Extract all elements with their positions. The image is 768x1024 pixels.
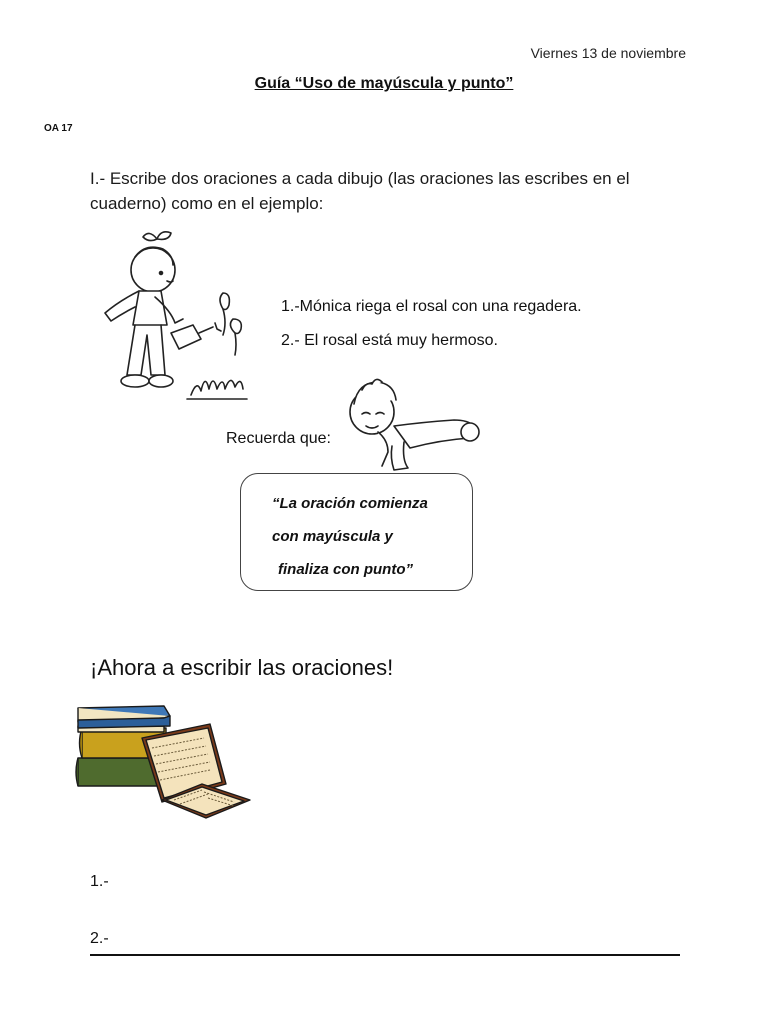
- answer-2-writing-line[interactable]: [90, 954, 680, 956]
- answer-1-label: 1.-: [90, 873, 109, 890]
- rule-line-3: finaliza con punto”: [278, 561, 413, 578]
- rule-line-2: con mayúscula y: [272, 528, 393, 545]
- answer-2-label: 2.-: [90, 930, 109, 947]
- page-title: Guía “Uso de mayúscula y punto”: [254, 75, 514, 92]
- example-sentence-1: 1.-Mónica riega el rosal con una regadera.: [281, 298, 582, 315]
- objective-code: OA 17: [44, 123, 73, 134]
- books-stack-illustration: [74, 700, 254, 822]
- example-sentence-2: 2.- El rosal está muy hermoso.: [281, 332, 498, 349]
- girl-watering-flowers-illustration: [95, 225, 255, 405]
- exercise-heading: ¡Ahora a escribir las oraciones!: [90, 655, 394, 680]
- reminder-label: Recuerda que:: [226, 430, 331, 447]
- rule-line-1: “La oración comienza: [272, 495, 428, 512]
- date-text: Viernes 13 de noviembre: [530, 45, 686, 61]
- rule-box: [240, 473, 473, 591]
- boy-thinking-illustration: [344, 376, 484, 476]
- instructions-text: I.- Escribe dos oraciones a cada dibujo (las oraciones las escribes en el cuaderno) como en el ejemplo:: [90, 169, 630, 213]
